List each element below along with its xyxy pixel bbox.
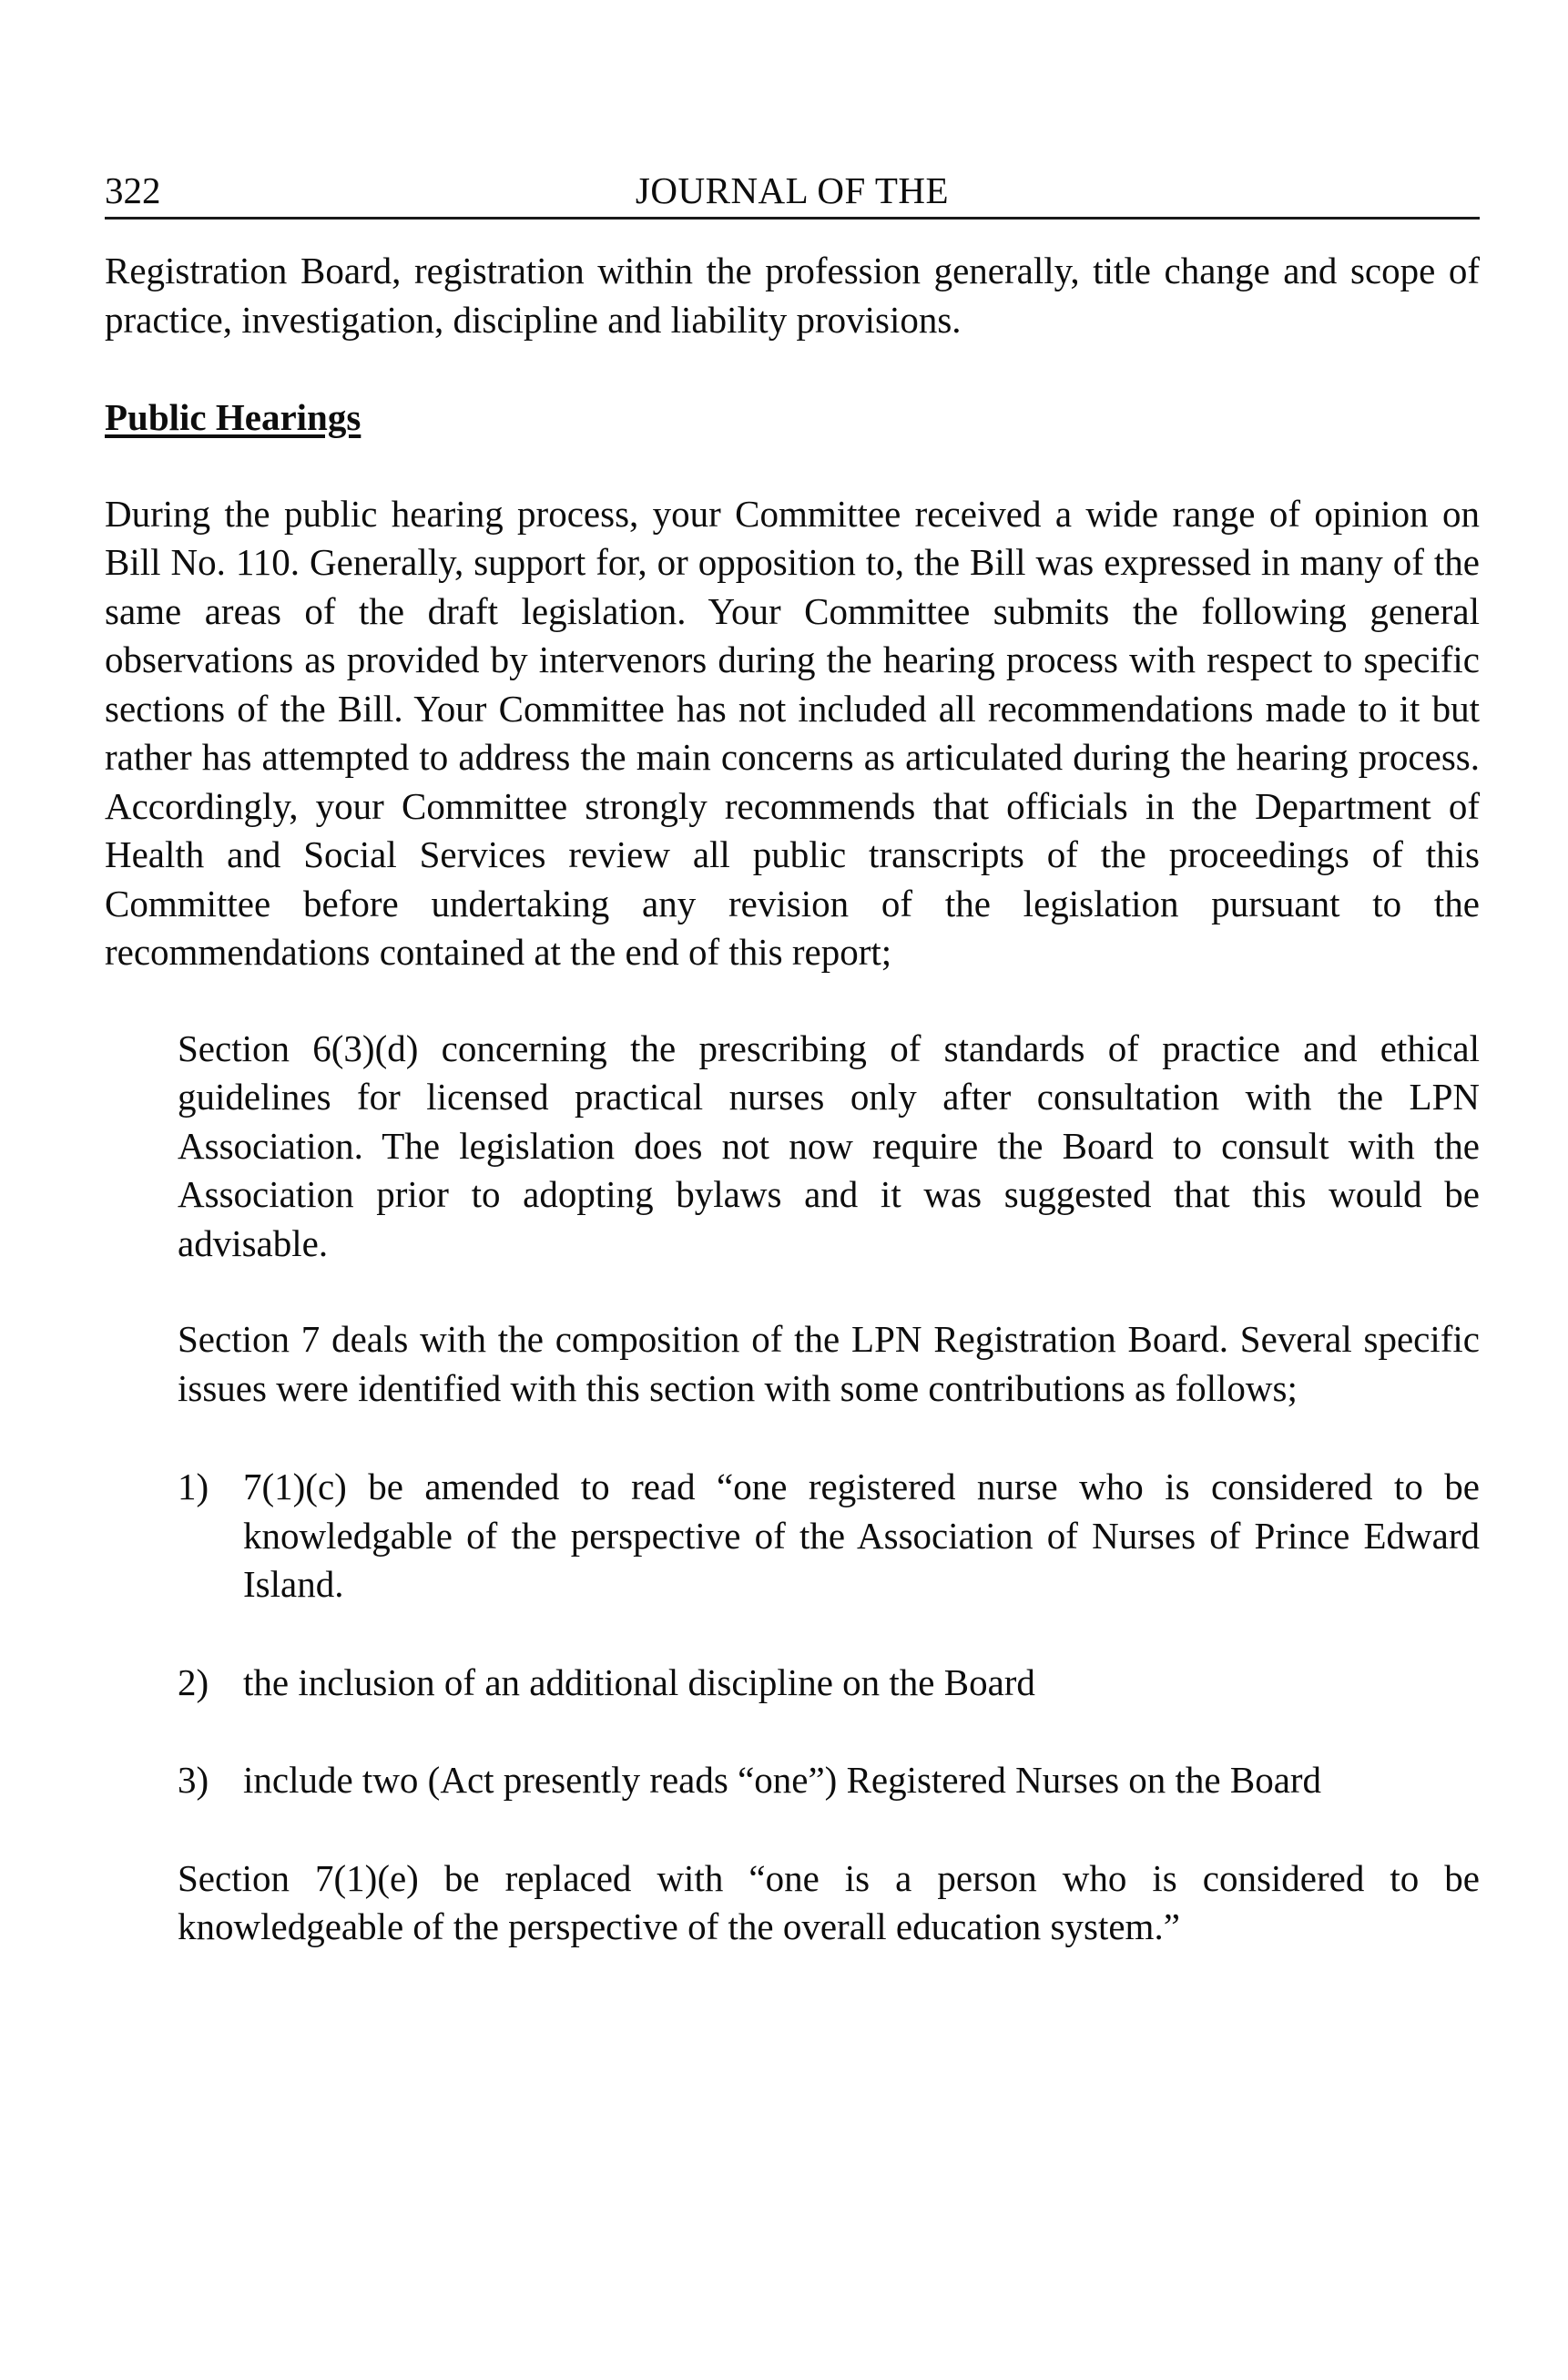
section-7-issues-list [178, 1463, 1480, 1805]
document-page [105, 164, 1480, 1952]
section-6-paragraph: Section 6(3)(d) concerning the prescribing of standards of practice and ethical guidelines for licensed practical nurses only after consultation with the LPN Association. The legislation does not now require the Board to consult with the Association prior to adopting bylaws and it was suggested that this would be advisable. [178, 1027, 1480, 1264]
public-hearings-paragraph: During the public hearing process, your Committee received a wide range of opinion on Bill No. 110. Generally, support for, or opposition to, the Bill was expressed in many of the same areas of the draft legislation. Your Committee submits the following general observations as provided by intervenors during the hearing process with respect to specific sections of the Bill. Your Committee has not included all recommendations made to it but rather has attempted to address the main concerns as articulated during the hearing process. Accordingly, your Committee strongly recommends that officials in the Department of Health and Social Services review all public transcripts of the proceedings of this Committee before undertaking any revision of the legislation pursuant to the recommendations contained at the end of this report; [105, 492, 1480, 973]
list-item-text: 7(1)(c) be amended to read “one registered nurse who is considered to be knowledgable of the perspective of the Association of Nurses of Prince Edward Island. [243, 1466, 1480, 1605]
list-item [178, 1756, 1480, 1805]
list-item-marker: 2) [178, 1660, 209, 1703]
list-item-marker: 1) [178, 1466, 209, 1507]
list-item-text: include two (Act presently reads “one”) Registered Nurses on the Board [243, 1759, 1322, 1801]
intro-paragraph: Registration Board, registration within the profession generally, title change and scope of practice, investigation, discipline and liability provisions. [105, 250, 1480, 341]
page-number: 322 [105, 169, 161, 211]
public-hearings-heading: Public Hearings [105, 396, 361, 438]
journal-title: JOURNAL OF THE [635, 169, 950, 211]
running-header [105, 164, 1480, 220]
section-7-paragraph: Section 7 deals with the composition of the LPN Registration Board. Several specific issues were identified with this section with some contributions as follows; [178, 1318, 1480, 1409]
list-item [178, 1463, 1480, 1609]
list-item [178, 1659, 1480, 1708]
list-item-marker: 3) [178, 1759, 209, 1801]
section-7e-paragraph: Section 7(1)(e) be replaced with “one is a person who is considered to be knowledgeable of the perspective of the overall education system.” [178, 1856, 1480, 1947]
list-item-text: the inclusion of an additional discipline on the Board [243, 1660, 1035, 1703]
